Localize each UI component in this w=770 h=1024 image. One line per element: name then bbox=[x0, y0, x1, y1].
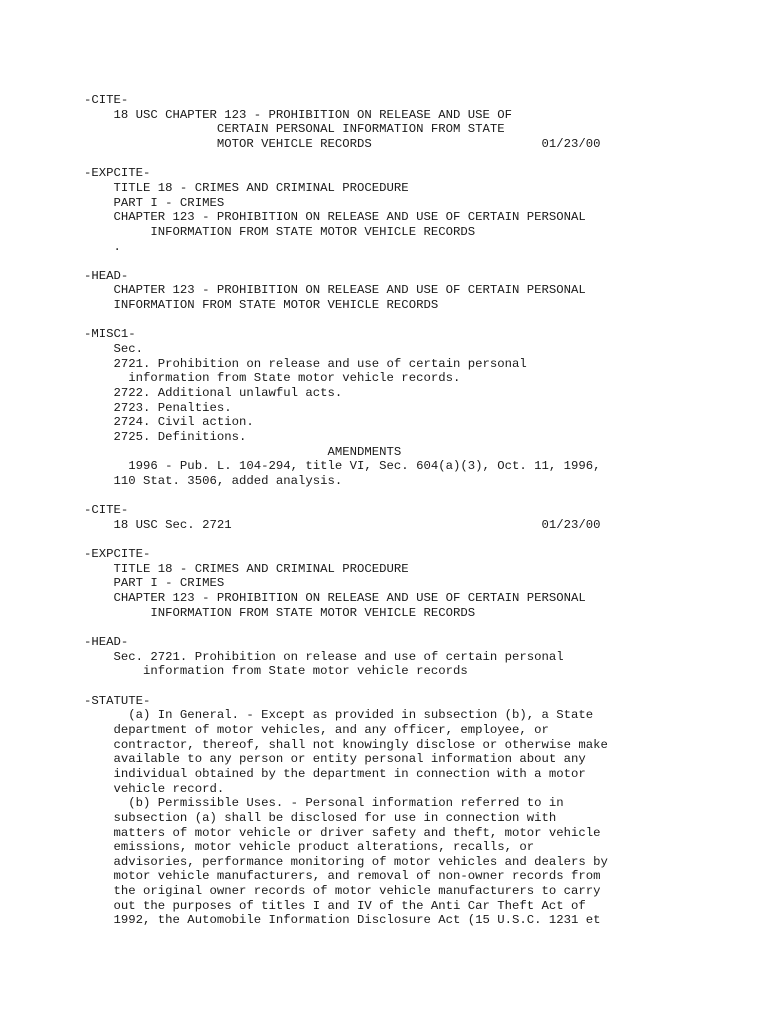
document-line: -STATUTE- bbox=[84, 693, 151, 708]
document-line: subsection (a) shall be disclosed for use in connection with bbox=[84, 810, 557, 825]
document-line: vehicle record. bbox=[84, 781, 225, 796]
document-line: 2721. Prohibition on release and use of certain personal bbox=[84, 356, 527, 371]
document-line: -CITE- bbox=[84, 503, 129, 518]
document-line: PART I - CRIMES bbox=[84, 195, 225, 210]
document-line: 1996 - Pub. L. 104-294, title VI, Sec. 604(a)(3), Oct. 11, 1996, bbox=[84, 459, 601, 474]
document-line: -HEAD- bbox=[84, 268, 129, 283]
document-line: -EXPCITE- bbox=[84, 166, 151, 181]
document-line: 110 Stat. 3506, added analysis. bbox=[84, 473, 343, 488]
document-line: Sec. bbox=[84, 342, 144, 357]
document-line: MOTOR VEHICLE RECORDS 01/23/00 bbox=[84, 136, 601, 151]
document-line: -HEAD- bbox=[84, 635, 129, 650]
document-line: AMENDMENTS bbox=[84, 444, 402, 459]
document-line: 2722. Additional unlawful acts. bbox=[84, 386, 343, 400]
document-line: the original owner records of motor vehicle manufacturers to carry bbox=[84, 884, 601, 899]
document-line: INFORMATION FROM STATE MOTOR VEHICLE RECORDS bbox=[84, 298, 439, 313]
document-line: out the purposes of titles I and IV of the Anti Car Theft Act of bbox=[84, 898, 586, 913]
document-line: department of motor vehicles, and any officer, employee, or bbox=[84, 722, 549, 737]
document-line: 2724. Civil action. bbox=[84, 415, 254, 430]
document-line: advisories, performance monitoring of motor vehicles and dealers by bbox=[84, 854, 608, 869]
document-line: individual obtained by the department in connection with a motor bbox=[84, 766, 586, 781]
document-line: CHAPTER 123 - PROHIBITION ON RELEASE AND USE OF CERTAIN PERSONAL bbox=[84, 591, 586, 606]
document-line: information from State motor vehicle records. bbox=[84, 371, 461, 386]
document-line: INFORMATION FROM STATE MOTOR VEHICLE RECORDS bbox=[84, 605, 476, 620]
document-line: (b) Permissible Uses. - Personal information referred to in bbox=[84, 796, 564, 811]
document-line: . bbox=[84, 239, 121, 254]
document-line: 2723. Penalties. bbox=[84, 400, 232, 415]
document-line: CHAPTER 123 - PROHIBITION ON RELEASE AND USE OF CERTAIN PERSONAL bbox=[84, 210, 586, 225]
document-line: PART I - CRIMES bbox=[84, 576, 225, 591]
document-line: 2725. Definitions. bbox=[84, 429, 247, 444]
document-line: contractor, thereof, shall not knowingly disclose or otherwise make bbox=[84, 737, 608, 752]
document-line: motor vehicle manufacturers, and removal of non-owner records from bbox=[84, 869, 601, 884]
document-line: (a) In General. - Except as provided in subsection (b), a State bbox=[84, 708, 594, 723]
document-line: 18 USC Sec. 2721 01/23/00 bbox=[84, 517, 601, 532]
document-line: TITLE 18 - CRIMES AND CRIMINAL PROCEDURE bbox=[84, 180, 409, 195]
document-line: information from State motor vehicle records bbox=[84, 664, 468, 679]
document-line: -EXPCITE- bbox=[84, 547, 151, 562]
document-line: CERTAIN PERSONAL INFORMATION FROM STATE bbox=[84, 122, 505, 137]
document-line: TITLE 18 - CRIMES AND CRIMINAL PROCEDURE bbox=[84, 561, 409, 576]
document-line: available to any person or entity personal information about any bbox=[84, 752, 586, 767]
document-line: -CITE- bbox=[84, 93, 129, 107]
document-line: 18 USC CHAPTER 123 - PROHIBITION ON RELEASE AND USE OF bbox=[84, 107, 513, 122]
document-line: Sec. 2721. Prohibition on release and use of certain personal bbox=[84, 649, 564, 664]
document-line: -MISC1- bbox=[84, 327, 136, 342]
document-line: 1992, the Automobile Information Disclosure Act (15 U.S.C. 1231 et bbox=[84, 913, 601, 928]
document-line: INFORMATION FROM STATE MOTOR VEHICLE RECORDS bbox=[84, 224, 476, 239]
document-line: CHAPTER 123 - PROHIBITION ON RELEASE AND USE OF CERTAIN PERSONAL bbox=[84, 283, 586, 298]
document-line: emissions, motor vehicle product alterations, recalls, or bbox=[84, 840, 535, 855]
document-line: matters of motor vehicle or driver safety and theft, motor vehicle bbox=[84, 825, 601, 840]
